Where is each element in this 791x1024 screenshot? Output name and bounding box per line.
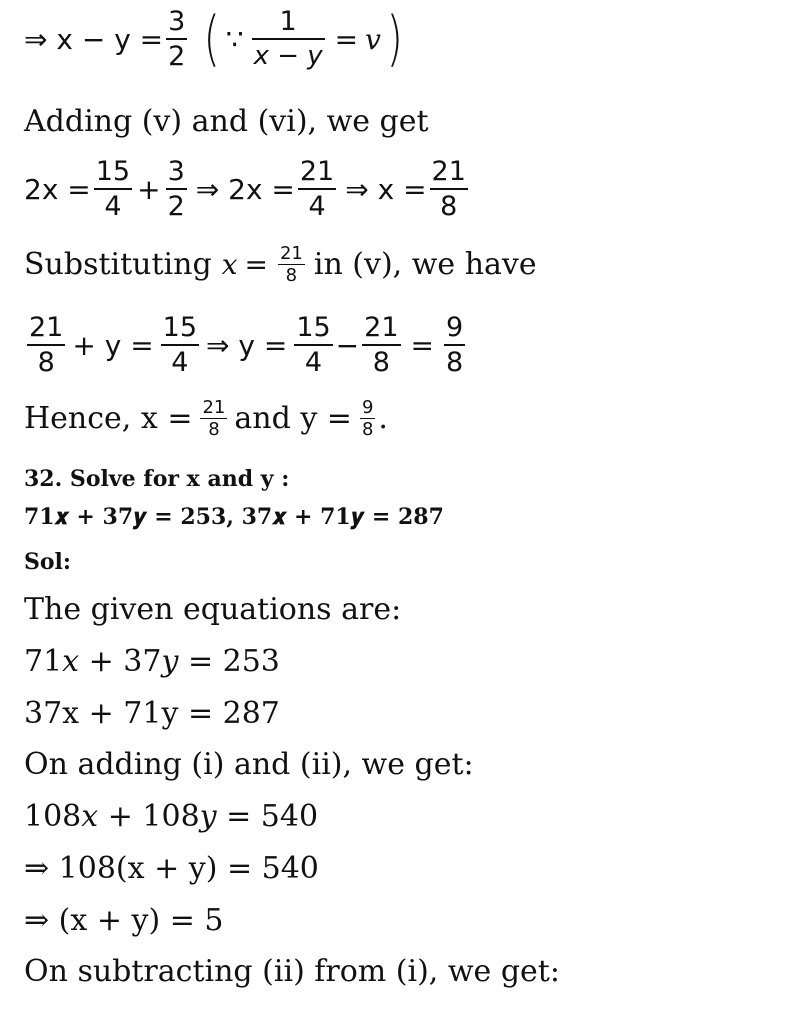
question-heading: 32. Solve for x and y : <box>24 466 290 492</box>
text-hence: Hence, x = $\frac{21}{8}$ and y = $\frac{9}{8}$ . <box>24 397 388 440</box>
fraction-3-2: $\frac{3}{2}$ <box>167 156 185 222</box>
fraction-1-over-x-minus-y: $\frac{1}{x - y}$ <box>253 6 323 71</box>
implies-expr: ⇒ x − y = <box>24 22 164 56</box>
equation-factored: ⇒ 108(x + y) = 540 <box>24 851 319 886</box>
text-substituting: Substituting x = $\frac{21}{8}$ in (v), we have <box>24 243 537 286</box>
equation-x-plus-y: ⇒ (x + y) = 5 <box>24 903 224 938</box>
fraction-15-4: $\frac{15}{4}$ <box>162 312 198 378</box>
var-v: v <box>365 22 381 56</box>
fraction-15-4: $\frac{15}{4}$ <box>95 156 131 222</box>
open-paren: ( <box>203 4 221 74</box>
fraction-3-2: $\frac{3}{2}$ <box>168 6 186 72</box>
text-on-subtracting: On subtracting (ii) from (i), we get: <box>24 954 560 989</box>
text-given-equations: The given equations are: <box>24 592 402 627</box>
fraction-21-8-small: $\frac{21}{8}$ <box>202 397 226 440</box>
fraction-21-8: $\frac{21}{8}$ <box>431 156 466 222</box>
fraction-21-8: $\frac{21}{8}$ <box>364 312 399 378</box>
text-on-adding: On adding (i) and (ii), we get: <box>24 747 474 782</box>
equation-i: 71𝑥 + 37𝑦 = 253 <box>24 644 280 679</box>
fraction-21-8-small: $\frac{21}{8}$ <box>279 243 303 286</box>
close-paren: ) <box>386 4 403 74</box>
equation-sum: 108𝑥 + 108𝑦 = 540 <box>24 799 319 834</box>
question-equations: 71𝒙 + 37𝒚 = 253, 37𝒙 + 71𝒚 = 287 <box>24 504 444 530</box>
equation-ii: 37x + 71y = 287 <box>24 696 280 731</box>
because-symbol: ∵ <box>225 22 244 56</box>
fraction-9-8-small: $\frac{9}{8}$ <box>361 397 374 440</box>
solution-label: Sol: <box>24 549 72 575</box>
equation-2x: 2x = $\frac{15}{4}$ + $\frac{3}{2}$ ⇒ 2x = $\frac{21}{4}$ ⇒ x = $\frac{21}{8}$ <box>24 156 466 222</box>
equation-y: $\frac{21}{8}$ + y = $\frac{15}{4}$ ⇒ y = $\frac{15}{4}$ − $\frac{21}{8}$ = $\frac{9}{8}$ <box>29 312 464 378</box>
equation-x-minus-y: ⇒ x − y = $\frac{3}{2}$ ( ∵ $\frac{1}{x - y}$ = v ) <box>24 4 403 74</box>
text-adding: Adding (v) and (vi), we get <box>24 104 429 139</box>
fraction-9-8: $\frac{9}{8}$ <box>445 312 464 378</box>
fraction-15-4: $\frac{15}{4}$ <box>296 312 331 378</box>
fraction-21-4: $\frac{21}{4}$ <box>299 156 335 222</box>
fraction-21-8: $\frac{21}{8}$ <box>29 312 64 378</box>
